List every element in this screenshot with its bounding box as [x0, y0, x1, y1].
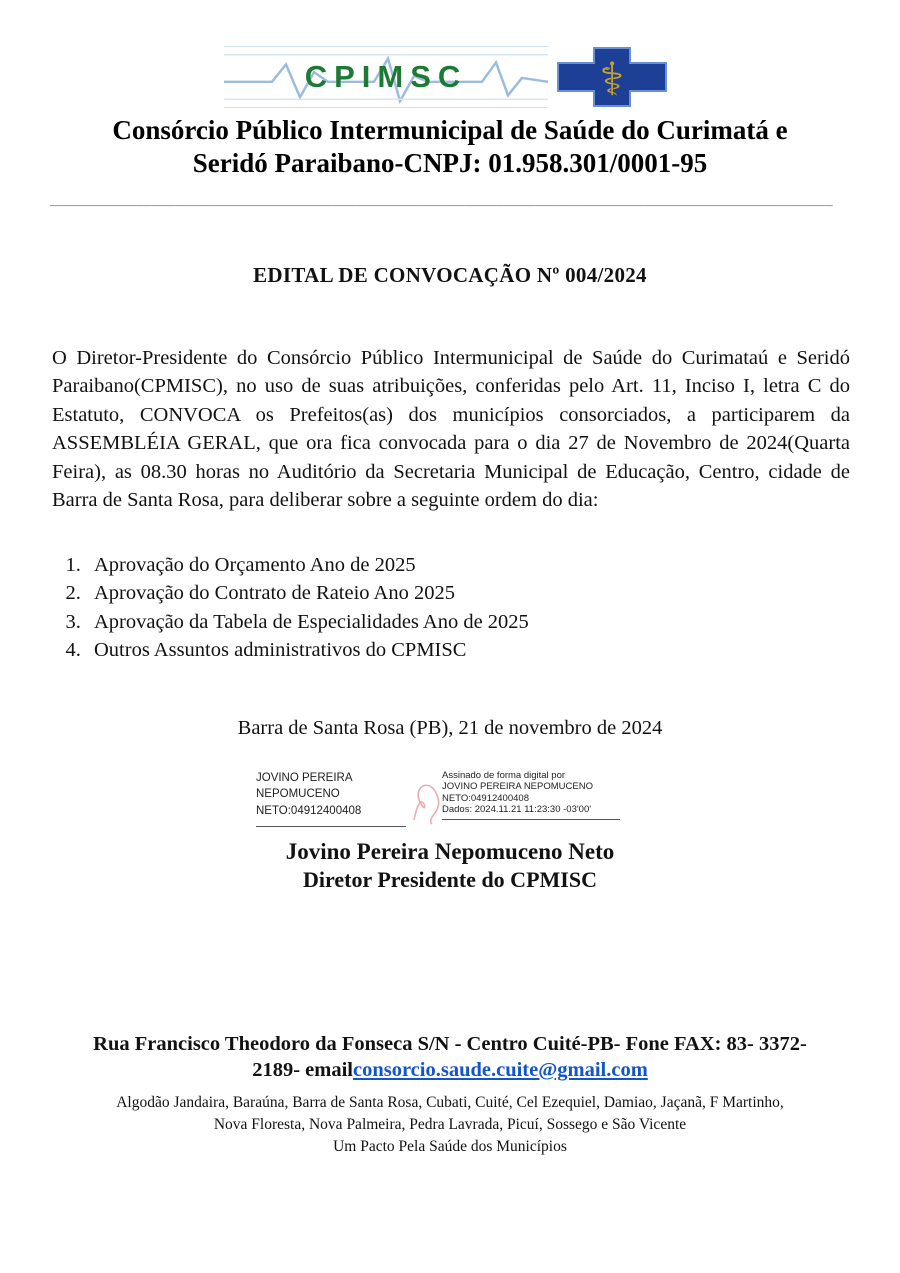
signer-name: Jovino Pereira Nepomuceno Neto [285, 838, 615, 864]
email-link[interactable]: consorcio.saude.cuite@gmail.com [352, 1058, 648, 1081]
agenda-item: 4. Outros Assuntos administrativos do CPMISC [86, 636, 900, 664]
logo-ekg-panel [224, 46, 548, 108]
logo [224, 46, 676, 108]
org-title-line2: Seridó Paraibano-CNPJ: 01.958.301/0001-95 [192, 147, 708, 178]
svg-text:⚕: ⚕ [599, 52, 625, 106]
motto: Um Pacto Pela Saúde dos Municípios [333, 1137, 567, 1155]
org-title [0, 114, 900, 180]
signature-details [442, 770, 620, 821]
signature-signer-text: JOVINO PEREIRA NEPOMUCENO NETO:04912400408 [256, 770, 406, 827]
body-paragraph: O Diretor-Presidente do Consórcio Público Intermunicipal de Saúde do Curimataú e Seridó Paraibano(CPMISC), no uso de suas atribuições, conferidas pelo Art. 11, Inciso I, letra C do Estatuto, CONVOCA os Prefeitos(as) dos municípios consorciados, a participarem da ASSEMBLÉIA GERAL, que ora fica convocada para o dia 27 de Novembro de 2024(Quarta Feira), as 08.30 horas no Auditório da Secretaria Municipal de Educação, Centro, cidade de Barra de Santa Rosa, para deliberar sobre a seguinte ordem do dia: [52, 346, 850, 512]
agenda-item: 2. Aprovação do Contrato de Rateio Ano 2025 [86, 579, 900, 607]
footer-address-line2-prefix: 2189- email [252, 1058, 353, 1081]
separator-line: ____________________________________________________________________________________________________ [50, 191, 833, 207]
signature-detail-line: Dados: 2024.11.21 11:23:30 -03'00' [442, 803, 592, 815]
member-municipalities: Algodão Jandaira, Baraúna, Barra de Santa Rosa, Cubati, Cuité, Cel Ezequiel, Damiao, Jaçanã, F Martinho, Nova Floresta, Nova Palmeira, Pedra Lavrada, Picuí, Sossego e São Vicente [116, 1094, 784, 1133]
footer [0, 1032, 900, 1156]
signer-role: Diretor Presidente do CPMISC [303, 866, 597, 892]
footer-address-line2 [0, 1058, 900, 1084]
footer-address-line1: Rua Francisco Theodoro da Fonseca S/N - Centro Cuité-PB- Fone FAX: 83- 3372- [93, 1033, 807, 1055]
signature-detail-line: JOVINO PEREIRA NEPOMUCENO [442, 781, 593, 793]
digital-signature-block [256, 770, 621, 827]
agenda-list [86, 551, 900, 665]
agenda-item: 3. Aprovação da Tabela de Especialidades Ano de 2025 [86, 608, 900, 636]
blue-cross-caduceus-icon [548, 46, 676, 108]
agenda-item: 1. Aprovação do Orçamento Ano de 2025 [86, 551, 900, 579]
signature-detail-line: Assinado de forma digital por [442, 769, 566, 781]
signature-detail-line: NETO:04912400408 [442, 792, 529, 804]
edital-heading: EDITAL DE CONVOCAÇÃO Nº 004/2024 [253, 262, 647, 287]
date-line: Barra de Santa Rosa (PB), 21 de novembro de 2024 [237, 716, 663, 739]
org-title-line1: Consórcio Público Intermunicipal de Saúde do Curimatá e [112, 115, 788, 145]
logo-acronym: CPIMSC [304, 59, 468, 94]
